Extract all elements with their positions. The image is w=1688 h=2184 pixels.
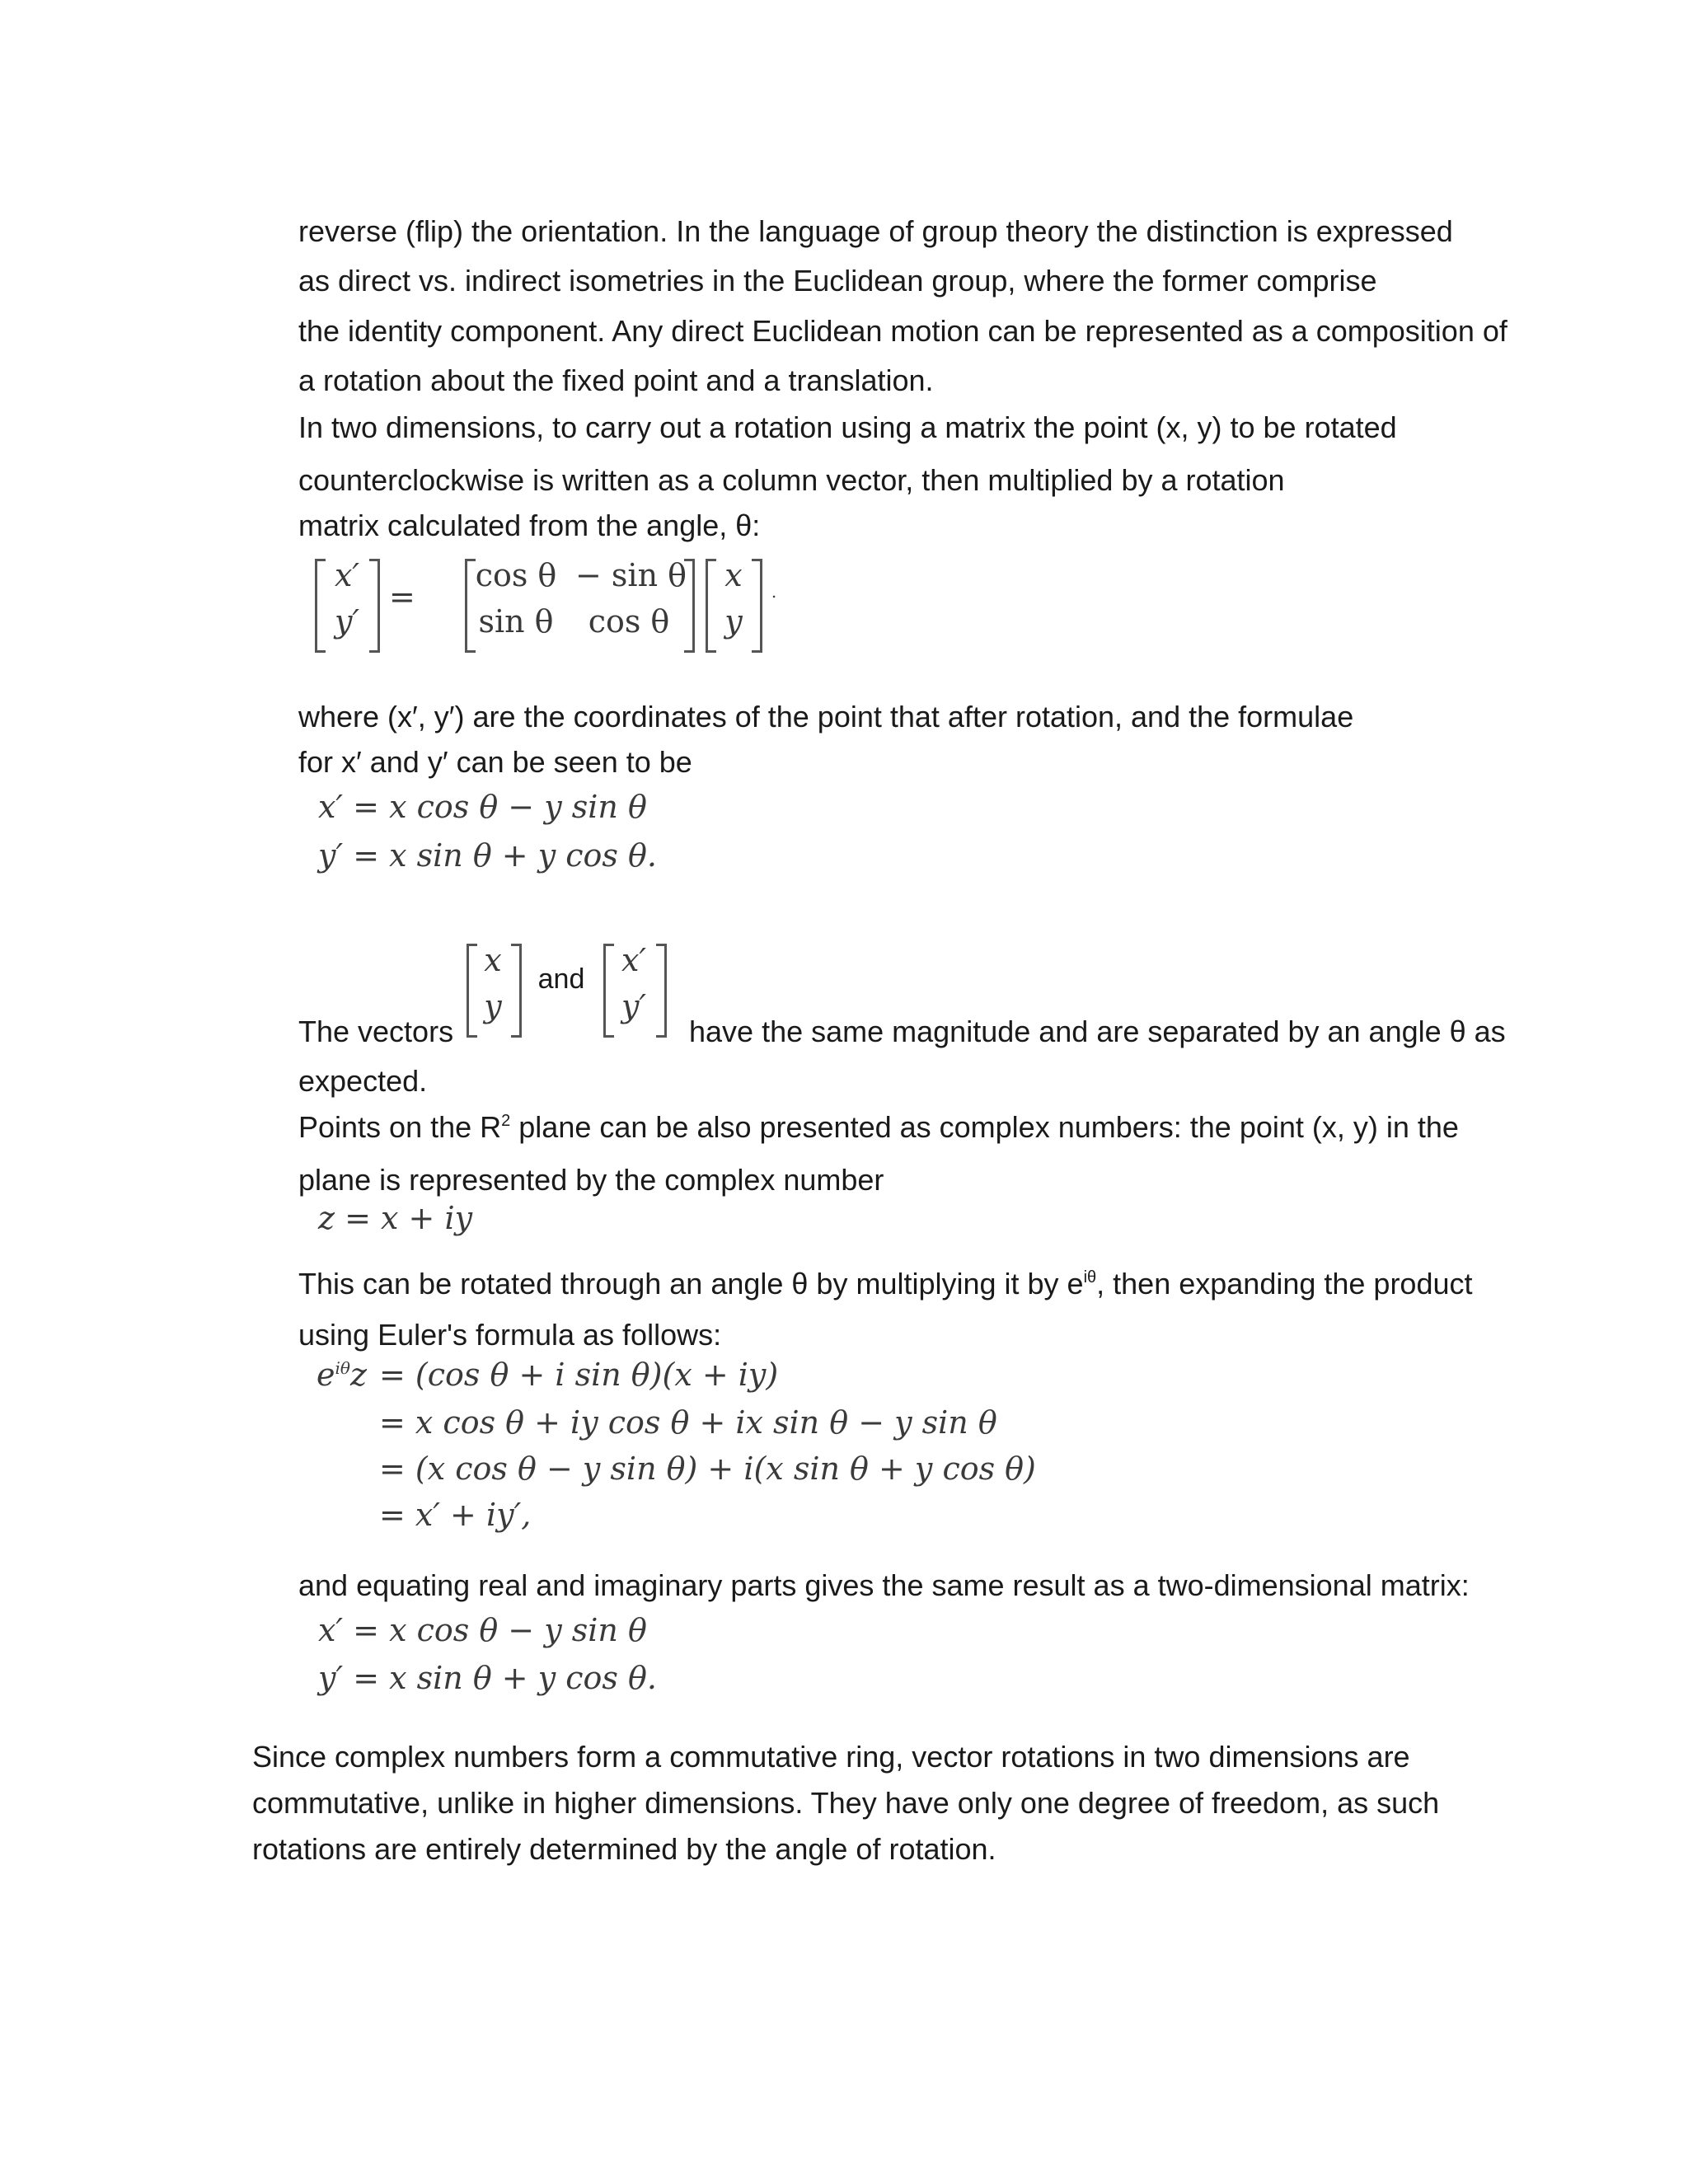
text-line: The vectors	[298, 1015, 454, 1048]
rotation-matrix-equation	[315, 557, 809, 656]
text-line: In two dimensions, to carry out a rotation using a matrix the point (x, y) to be rotated	[298, 410, 1397, 444]
formula-x-prime	[318, 784, 647, 830]
matrix-entry: − sin θ	[575, 557, 687, 593]
formula-lhs: y′	[318, 1660, 344, 1696]
formula-y-prime	[318, 1655, 657, 1701]
formula-y-prime	[318, 832, 657, 879]
superscript: 2	[501, 1112, 511, 1130]
formula-rhs: = x sin θ + y cos θ.	[353, 1660, 657, 1696]
euler-row: = x cos θ + iy cos θ + ix sin θ − y sin θ	[379, 1404, 997, 1441]
formula-lhs: x′	[318, 1612, 344, 1648]
text-line	[298, 1109, 1459, 1146]
euler-row: = (x cos θ − y sin θ) + i(x sin θ + y cos θ)	[379, 1451, 1036, 1487]
text-line	[298, 1266, 1473, 1302]
formula-lhs: x′	[318, 789, 344, 825]
text-line: have the same magnitude and are separated by an angle θ as	[689, 1015, 1506, 1048]
text-line: rotations are entirely determined by the angle of rotation.	[252, 1832, 996, 1866]
equals-sign: =	[389, 579, 415, 615]
text-line: using Euler's formula as follows:	[298, 1318, 722, 1352]
text-line: reverse (flip) the orientation. In the language of group theory the distinction is expressed	[298, 214, 1453, 248]
text-line: a rotation about the fixed point and a translation.	[298, 363, 934, 397]
text-fragment: This can be rotated through an angle θ by multiplying it by e	[298, 1267, 1084, 1301]
complex-number-equation: z = x + iy	[318, 1200, 473, 1236]
matrix-entry: y′	[334, 603, 360, 640]
matrix-entry: x	[724, 557, 743, 593]
text-line: Since complex numbers form a commutative ring, vector rotations in two dimensions are	[252, 1740, 1410, 1774]
text-fragment: plane can be also presented as complex numbers: the point (x, y) in the	[510, 1110, 1459, 1144]
formula-rhs: = x cos θ − y sin θ	[353, 789, 647, 825]
text-fragment: Points on the R	[298, 1110, 502, 1144]
and-word: and	[537, 963, 585, 995]
superscript: iθ	[335, 1358, 350, 1378]
vector-entry: x	[484, 942, 502, 978]
formula-x-prime	[318, 1607, 647, 1653]
euler-base: e	[316, 1357, 335, 1393]
formula-rhs: = x cos θ − y sin θ	[353, 1612, 647, 1648]
euler-lhs	[316, 1352, 367, 1398]
euler-z: z	[349, 1357, 367, 1393]
text-line: plane is represented by the complex number	[298, 1163, 884, 1197]
vector-entry: y′	[621, 988, 647, 1024]
text-line: for x′ and y′ can be seen to be	[298, 745, 692, 779]
text-line: the identity component. Any direct Euclidean motion can be represented as a composition of	[298, 314, 1507, 348]
text-line: expected.	[298, 1064, 428, 1098]
formula-rhs: = x sin θ + y cos θ.	[353, 837, 657, 874]
text-line: commutative, unlike in higher dimensions. They have only one degree of freedom, as such	[252, 1786, 1440, 1820]
text-line: matrix calculated from the angle, θ:	[298, 509, 761, 542]
period: .	[771, 582, 777, 602]
text-fragment: , then expanding the product	[1096, 1267, 1473, 1301]
vector-entry: y	[484, 988, 502, 1024]
superscript: iθ	[1083, 1268, 1097, 1286]
text-line: as direct vs. indirect isometries in the Euclidean group, where the former comprise	[298, 264, 1377, 298]
text-line: and equating real and imaginary parts gives the same result as a two-dimensional matrix:	[298, 1568, 1470, 1602]
vector-pair	[467, 942, 681, 1041]
euler-row: = (cos θ + i sin θ)(x + iy)	[379, 1357, 779, 1393]
text-line: counterclockwise is written as a column vector, then multiplied by a rotation	[298, 463, 1285, 497]
euler-row: = x′ + iy′,	[379, 1497, 532, 1533]
matrix-entry: sin θ	[478, 603, 554, 640]
matrix-entry: y	[724, 603, 743, 640]
vector-entry: x′	[621, 942, 647, 978]
matrix-entry: cos θ	[475, 557, 557, 593]
matrix-entry: cos θ	[588, 603, 670, 640]
matrix-entry: x′	[334, 557, 360, 593]
formula-lhs: y′	[318, 837, 344, 874]
text-line: where (x′, y′) are the coordinates of the point that after rotation, and the formulae	[298, 700, 1354, 733]
